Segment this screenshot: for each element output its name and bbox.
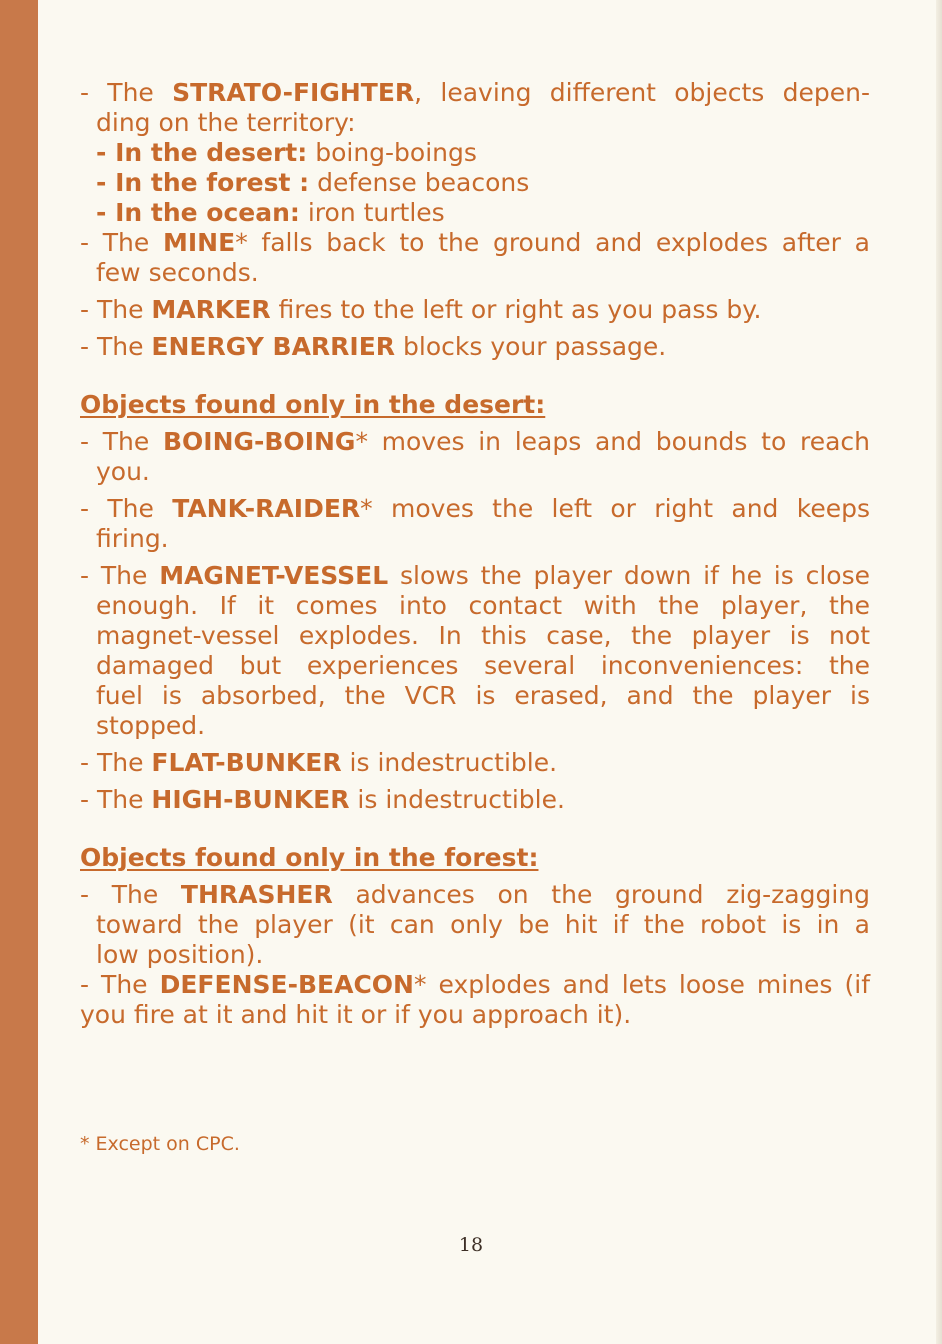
item-name: TANK-RAIDER [172, 494, 361, 523]
item-dash: - The [80, 494, 173, 523]
item-name: THRASHER [180, 880, 333, 909]
item-text: advances on the ground zig-zagging [332, 880, 870, 909]
item-text: fires to the left or right as you pass by. [270, 295, 762, 324]
item-text-line: low position). [96, 940, 264, 969]
item-text: is indestructible. [341, 748, 558, 777]
item-text: * explodes and lets loose mines (if [413, 970, 870, 999]
item-dash: - The [80, 561, 160, 590]
item-boing-boing [80, 427, 870, 487]
item-dash: - The [80, 970, 160, 999]
item-text-line: enough. If it comes into contact with the player, the [96, 591, 870, 620]
item-text: * moves in leaps and bounds to reach [355, 427, 870, 456]
item-dash: - The [80, 78, 173, 107]
sub-item-label: - In the ocean: [96, 198, 300, 227]
item-marker [80, 295, 870, 325]
page-spine-band [0, 0, 38, 1344]
item-dash: - The [80, 228, 163, 257]
item-dash: - The [80, 427, 163, 456]
sub-item-text: defense beacons [309, 168, 530, 197]
item-high-bunker [80, 785, 870, 815]
sub-item-label: - In the forest : [96, 168, 310, 197]
item-flat-bunker [80, 748, 870, 778]
item-text-line: toward the player (it can only be hit if the robot is in a [96, 910, 870, 939]
item-dash: - The [80, 748, 152, 777]
item-text-line: ding on the territory: [96, 108, 356, 137]
item-text-line: firing. [96, 524, 169, 553]
item-dash: - The [80, 880, 181, 909]
item-text: * falls back to the ground and explodes after a [235, 228, 870, 257]
item-text: is indestructible. [349, 785, 565, 814]
item-text: slows the player down if he is close [388, 561, 870, 590]
item-defense-beacon [80, 970, 870, 1030]
item-text: , leaving different objects depen- [414, 78, 870, 107]
item-name: HIGH-BUNKER [151, 785, 350, 814]
item-thrasher [80, 880, 870, 970]
sub-item-forest [80, 168, 870, 198]
sub-item-desert [80, 138, 870, 168]
item-name: BOING-BOING [162, 427, 356, 456]
item-text-line: stopped. [96, 711, 206, 740]
item-text: blocks your passage. [395, 332, 667, 361]
sub-item-ocean [80, 198, 870, 228]
item-dash: - The [80, 332, 152, 361]
page-number: 18 [458, 1234, 484, 1256]
item-name: FLAT-BUNKER [151, 748, 342, 777]
item-text-line: magnet-vessel explodes. In this case, the player is not [96, 621, 870, 650]
page-edge [936, 0, 942, 1344]
sub-item-label: - In the desert: [96, 138, 308, 167]
footnote: * Except on CPC. [80, 1133, 240, 1155]
item-energy-barrier [80, 332, 870, 362]
item-text: * moves the left or right and keeps [360, 494, 870, 523]
item-dash: - The [80, 785, 152, 814]
section-heading-desert: Objects found only in the desert: [80, 390, 546, 419]
item-name: MAGNET-VESSEL [159, 561, 389, 590]
item-text-line: few seconds. [96, 258, 259, 287]
item-text-line: damaged but experiences several inconveniences: the [96, 651, 870, 680]
item-name: STRATO-FIGHTER [172, 78, 415, 107]
item-mine [80, 228, 870, 288]
item-tank-raider [80, 494, 870, 554]
item-text-line: you. [96, 457, 150, 486]
item-name: MARKER [151, 295, 271, 324]
item-magnet-vessel [80, 561, 870, 741]
sub-item-text: boing-boings [307, 138, 477, 167]
item-name: MINE [163, 228, 236, 257]
item-text-line: you fire at it and hit it or if you approach it). [80, 1000, 632, 1029]
item-name: DEFENSE-BEACON [159, 970, 414, 999]
item-strato-fighter [80, 78, 870, 228]
item-text-line: fuel is absorbed, the VCR is erased, and the player is [96, 681, 870, 710]
section-heading-forest: Objects found only in the forest: [80, 843, 539, 872]
item-name: ENERGY BARRIER [151, 332, 396, 361]
manual-text [80, 78, 870, 1030]
item-dash: - The [80, 295, 152, 324]
sub-item-text: iron turtles [299, 198, 445, 227]
